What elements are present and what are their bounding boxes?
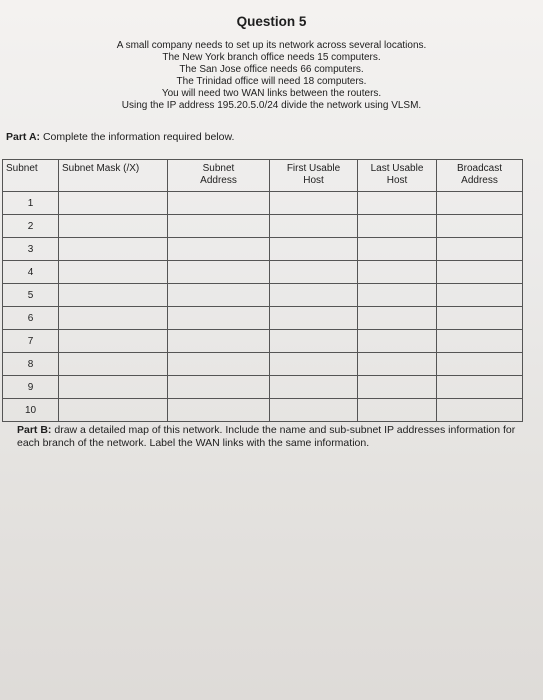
question-intro (0, 40, 543, 112)
subnet-mask-cell[interactable] (59, 376, 168, 399)
subnet-mask-cell[interactable] (59, 238, 168, 261)
subnet-address-cell[interactable] (168, 353, 270, 376)
broadcast-cell[interactable] (437, 261, 523, 284)
last-host-cell[interactable] (358, 192, 437, 215)
last-host-cell[interactable] (358, 376, 437, 399)
first-host-cell[interactable] (270, 353, 358, 376)
part-a-text: Complete the information required below. (40, 131, 235, 143)
row-number: 7 (3, 330, 59, 353)
part-b-text: draw a detailed map of this network. Include the name and sub-subnet IP addresses information for each branch of the network. Label the WAN links with the same information. (17, 424, 516, 449)
subnet-mask-cell[interactable] (59, 330, 168, 353)
intro-line: A small company needs to set up its network across several locations. (116, 40, 427, 51)
first-host-cell[interactable] (270, 284, 358, 307)
question-title: Question 5 (236, 14, 307, 29)
row-number: 2 (3, 215, 59, 238)
first-host-cell[interactable] (270, 238, 358, 261)
last-host-cell[interactable] (358, 307, 437, 330)
first-host-cell[interactable] (270, 376, 358, 399)
table-header-row (3, 160, 523, 192)
subnet-address-cell[interactable] (168, 192, 270, 215)
header-first-usable-host: First Usable Host (270, 160, 358, 192)
broadcast-cell[interactable] (437, 330, 523, 353)
subnet-address-cell[interactable] (168, 399, 270, 422)
first-host-cell[interactable] (270, 261, 358, 284)
table-row (3, 353, 523, 376)
table-row (3, 330, 523, 353)
part-b-instruction (17, 424, 517, 450)
table-row (3, 307, 523, 330)
header-subnet-mask: Subnet Mask (/X) (59, 160, 168, 192)
subnet-address-cell[interactable] (168, 215, 270, 238)
row-number: 8 (3, 353, 59, 376)
broadcast-cell[interactable] (437, 284, 523, 307)
table-row (3, 261, 523, 284)
first-host-cell[interactable] (270, 192, 358, 215)
row-number: 3 (3, 238, 59, 261)
intro-line: The San Jose office needs 66 computers. (179, 64, 364, 75)
intro-line: Using the IP address 195.20.5.0/24 divide the network using VLSM. (121, 100, 422, 111)
broadcast-cell[interactable] (437, 307, 523, 330)
table-row (3, 192, 523, 215)
intro-line: The New York branch office needs 15 computers. (162, 52, 381, 63)
subnet-mask-cell[interactable] (59, 307, 168, 330)
subnet-mask-cell[interactable] (59, 353, 168, 376)
header-last-usable-host: Last Usable Host (358, 160, 437, 192)
subnet-address-cell[interactable] (168, 238, 270, 261)
broadcast-cell[interactable] (437, 399, 523, 422)
last-host-cell[interactable] (358, 330, 437, 353)
subnet-mask-cell[interactable] (59, 284, 168, 307)
subnet-address-cell[interactable] (168, 261, 270, 284)
subnet-address-cell[interactable] (168, 376, 270, 399)
broadcast-cell[interactable] (437, 192, 523, 215)
first-host-cell[interactable] (270, 330, 358, 353)
subnet-mask-cell[interactable] (59, 399, 168, 422)
last-host-cell[interactable] (358, 261, 437, 284)
last-host-cell[interactable] (358, 284, 437, 307)
table-row (3, 399, 523, 422)
subnet-address-cell[interactable] (168, 284, 270, 307)
row-number: 1 (3, 192, 59, 215)
broadcast-cell[interactable] (437, 238, 523, 261)
first-host-cell[interactable] (270, 307, 358, 330)
last-host-cell[interactable] (358, 215, 437, 238)
header-subnet-address: Subnet Address (168, 160, 270, 192)
row-number: 10 (3, 399, 59, 422)
part-b-label: Part B: (17, 424, 52, 436)
subnet-mask-cell[interactable] (59, 261, 168, 284)
subnet-mask-cell[interactable] (59, 215, 168, 238)
intro-line: You will need two WAN links between the routers. (161, 88, 382, 99)
table-row (3, 376, 523, 399)
subnet-address-cell[interactable] (168, 330, 270, 353)
broadcast-cell[interactable] (437, 215, 523, 238)
part-a-instruction (6, 131, 234, 143)
last-host-cell[interactable] (358, 399, 437, 422)
header-broadcast-address: Broadcast Address (437, 160, 523, 192)
first-host-cell[interactable] (270, 399, 358, 422)
row-number: 6 (3, 307, 59, 330)
table-row (3, 215, 523, 238)
row-number: 4 (3, 261, 59, 284)
first-host-cell[interactable] (270, 215, 358, 238)
broadcast-cell[interactable] (437, 353, 523, 376)
header-subnet: Subnet (3, 160, 59, 192)
part-a-label: Part A: (6, 131, 41, 143)
table-row (3, 238, 523, 261)
subnet-address-cell[interactable] (168, 307, 270, 330)
table-row (3, 284, 523, 307)
broadcast-cell[interactable] (437, 376, 523, 399)
intro-line: The Trinidad office will need 18 computers. (176, 76, 367, 87)
subnet-table (2, 159, 523, 422)
row-number: 5 (3, 284, 59, 307)
subnet-mask-cell[interactable] (59, 192, 168, 215)
last-host-cell[interactable] (358, 353, 437, 376)
row-number: 9 (3, 376, 59, 399)
last-host-cell[interactable] (358, 238, 437, 261)
